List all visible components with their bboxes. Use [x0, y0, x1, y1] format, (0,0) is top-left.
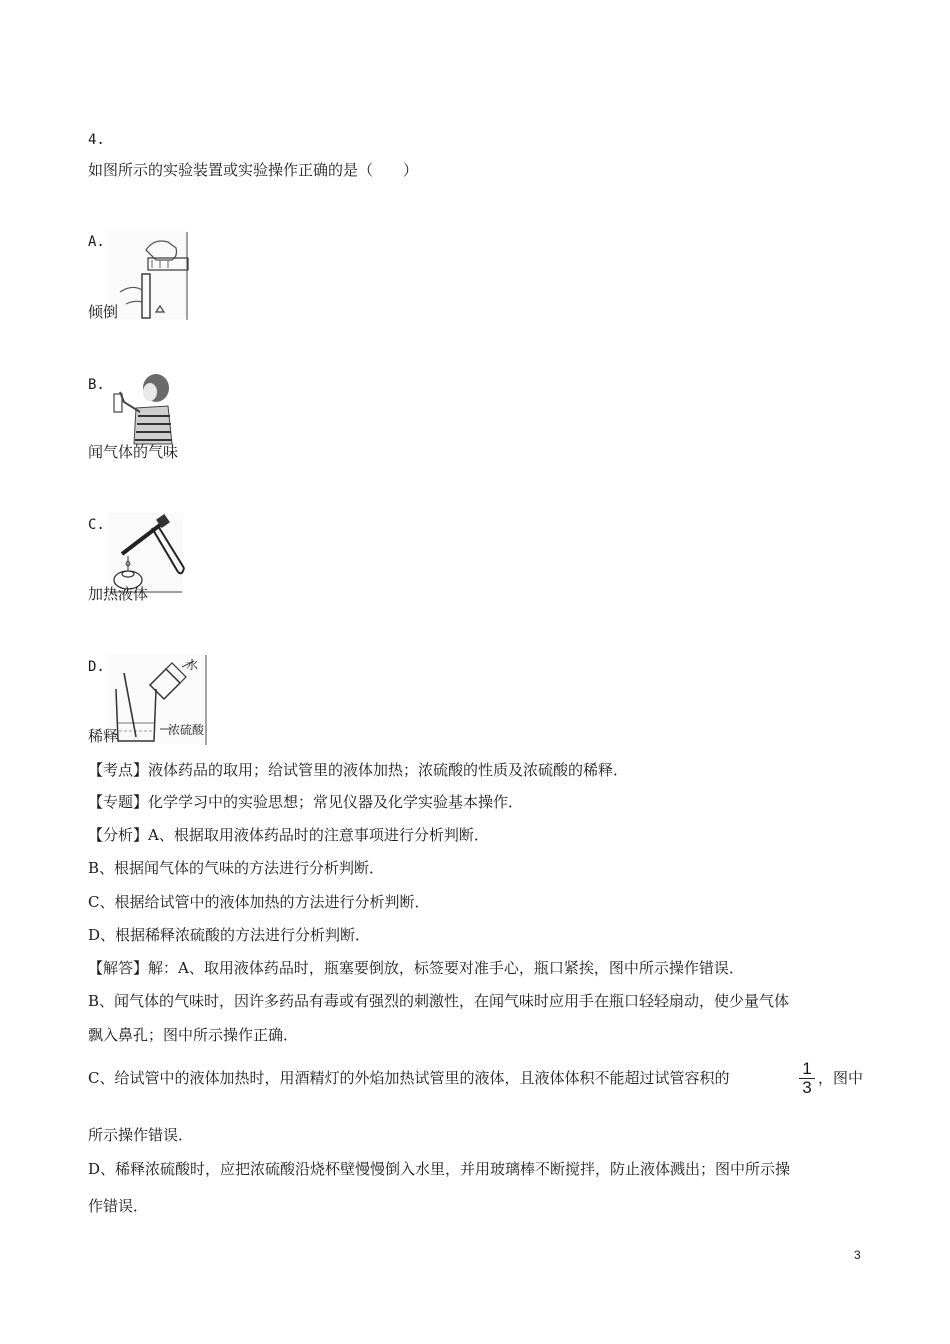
fraction-one-third	[799, 1060, 815, 1097]
option-d-acid-label: 浓硫酸	[168, 723, 205, 737]
option-b-label[interactable]: B.	[88, 377, 105, 393]
page-number: 3	[854, 1248, 861, 1262]
fenxi-b-line: B、根据闻气体的气味的方法进行分析判断．	[88, 859, 385, 877]
jieda-d-line-2: 作错误．	[88, 1197, 149, 1215]
jieda-d-line-1: D、稀释浓硫酸时，应把浓硫酸沿烧杯壁慢慢倒入水里，并用玻璃棒不断搅拌，防止液体溅出；图中所示操	[88, 1160, 791, 1178]
fenxi-c-line: C、根据给试管中的液体加热的方法进行分析判断．	[88, 893, 430, 911]
jieda-b-line-2: 飘入鼻孔；图中所示操作正确．	[88, 1026, 299, 1044]
option-d-caption: 稀释	[88, 727, 119, 745]
jieda-line: 【解答】解：A、取用液体药品时，瓶塞要倒放，标签要对准手心，瓶口紧挨，图中所示操作错误．	[88, 959, 744, 977]
question-stem: 如图所示的实验装置或实验操作正确的是（ ）	[88, 161, 419, 179]
option-a-caption: 倾倒	[88, 303, 119, 321]
fraction-denominator: 3	[802, 1078, 812, 1097]
option-c-caption: 加热液体	[88, 585, 149, 603]
option-d-water-label: 水	[186, 658, 199, 672]
option-b-caption: 闻气体的气味	[88, 443, 179, 461]
jieda-b-line-1: B、闻气体的气味时，因许多药品有毒或有强烈的刺激性，在闻气味时应用手在瓶口轻轻扇动，使少量气体	[88, 992, 790, 1010]
jieda-c-line-1-tail: ，图中	[818, 1069, 864, 1087]
fenxi-line: 【分析】A、根据取用液体药品时的注意事项进行分析判断．	[88, 826, 489, 844]
option-d-figure	[106, 653, 210, 747]
option-a-label[interactable]: A.	[88, 234, 105, 250]
zhuanti-line: 【专题】化学学习中的实验思想；常见仪器及化学实验基本操作．	[88, 793, 524, 811]
option-c-label[interactable]: C.	[88, 517, 105, 533]
jieda-c-line-2: 所示操作错误．	[88, 1126, 194, 1144]
kaodian-line: 【考点】液体药品的取用；给试管里的液体加热；浓硫酸的性质及浓硫酸的稀释．	[88, 761, 629, 779]
option-b-figure	[106, 372, 174, 446]
fenxi-d-line: D、根据稀释浓硫酸的方法进行分析判断．	[88, 926, 371, 944]
jieda-c-line-1: C、给试管中的液体加热时，用酒精灯的外焰加热试管里的液体，且液体体积不能超过试管容积的	[88, 1069, 730, 1087]
fraction-numerator: 1	[799, 1060, 815, 1079]
option-a-figure	[106, 230, 190, 322]
question-number: 4.	[88, 132, 105, 148]
option-d-label[interactable]: D.	[88, 659, 105, 675]
